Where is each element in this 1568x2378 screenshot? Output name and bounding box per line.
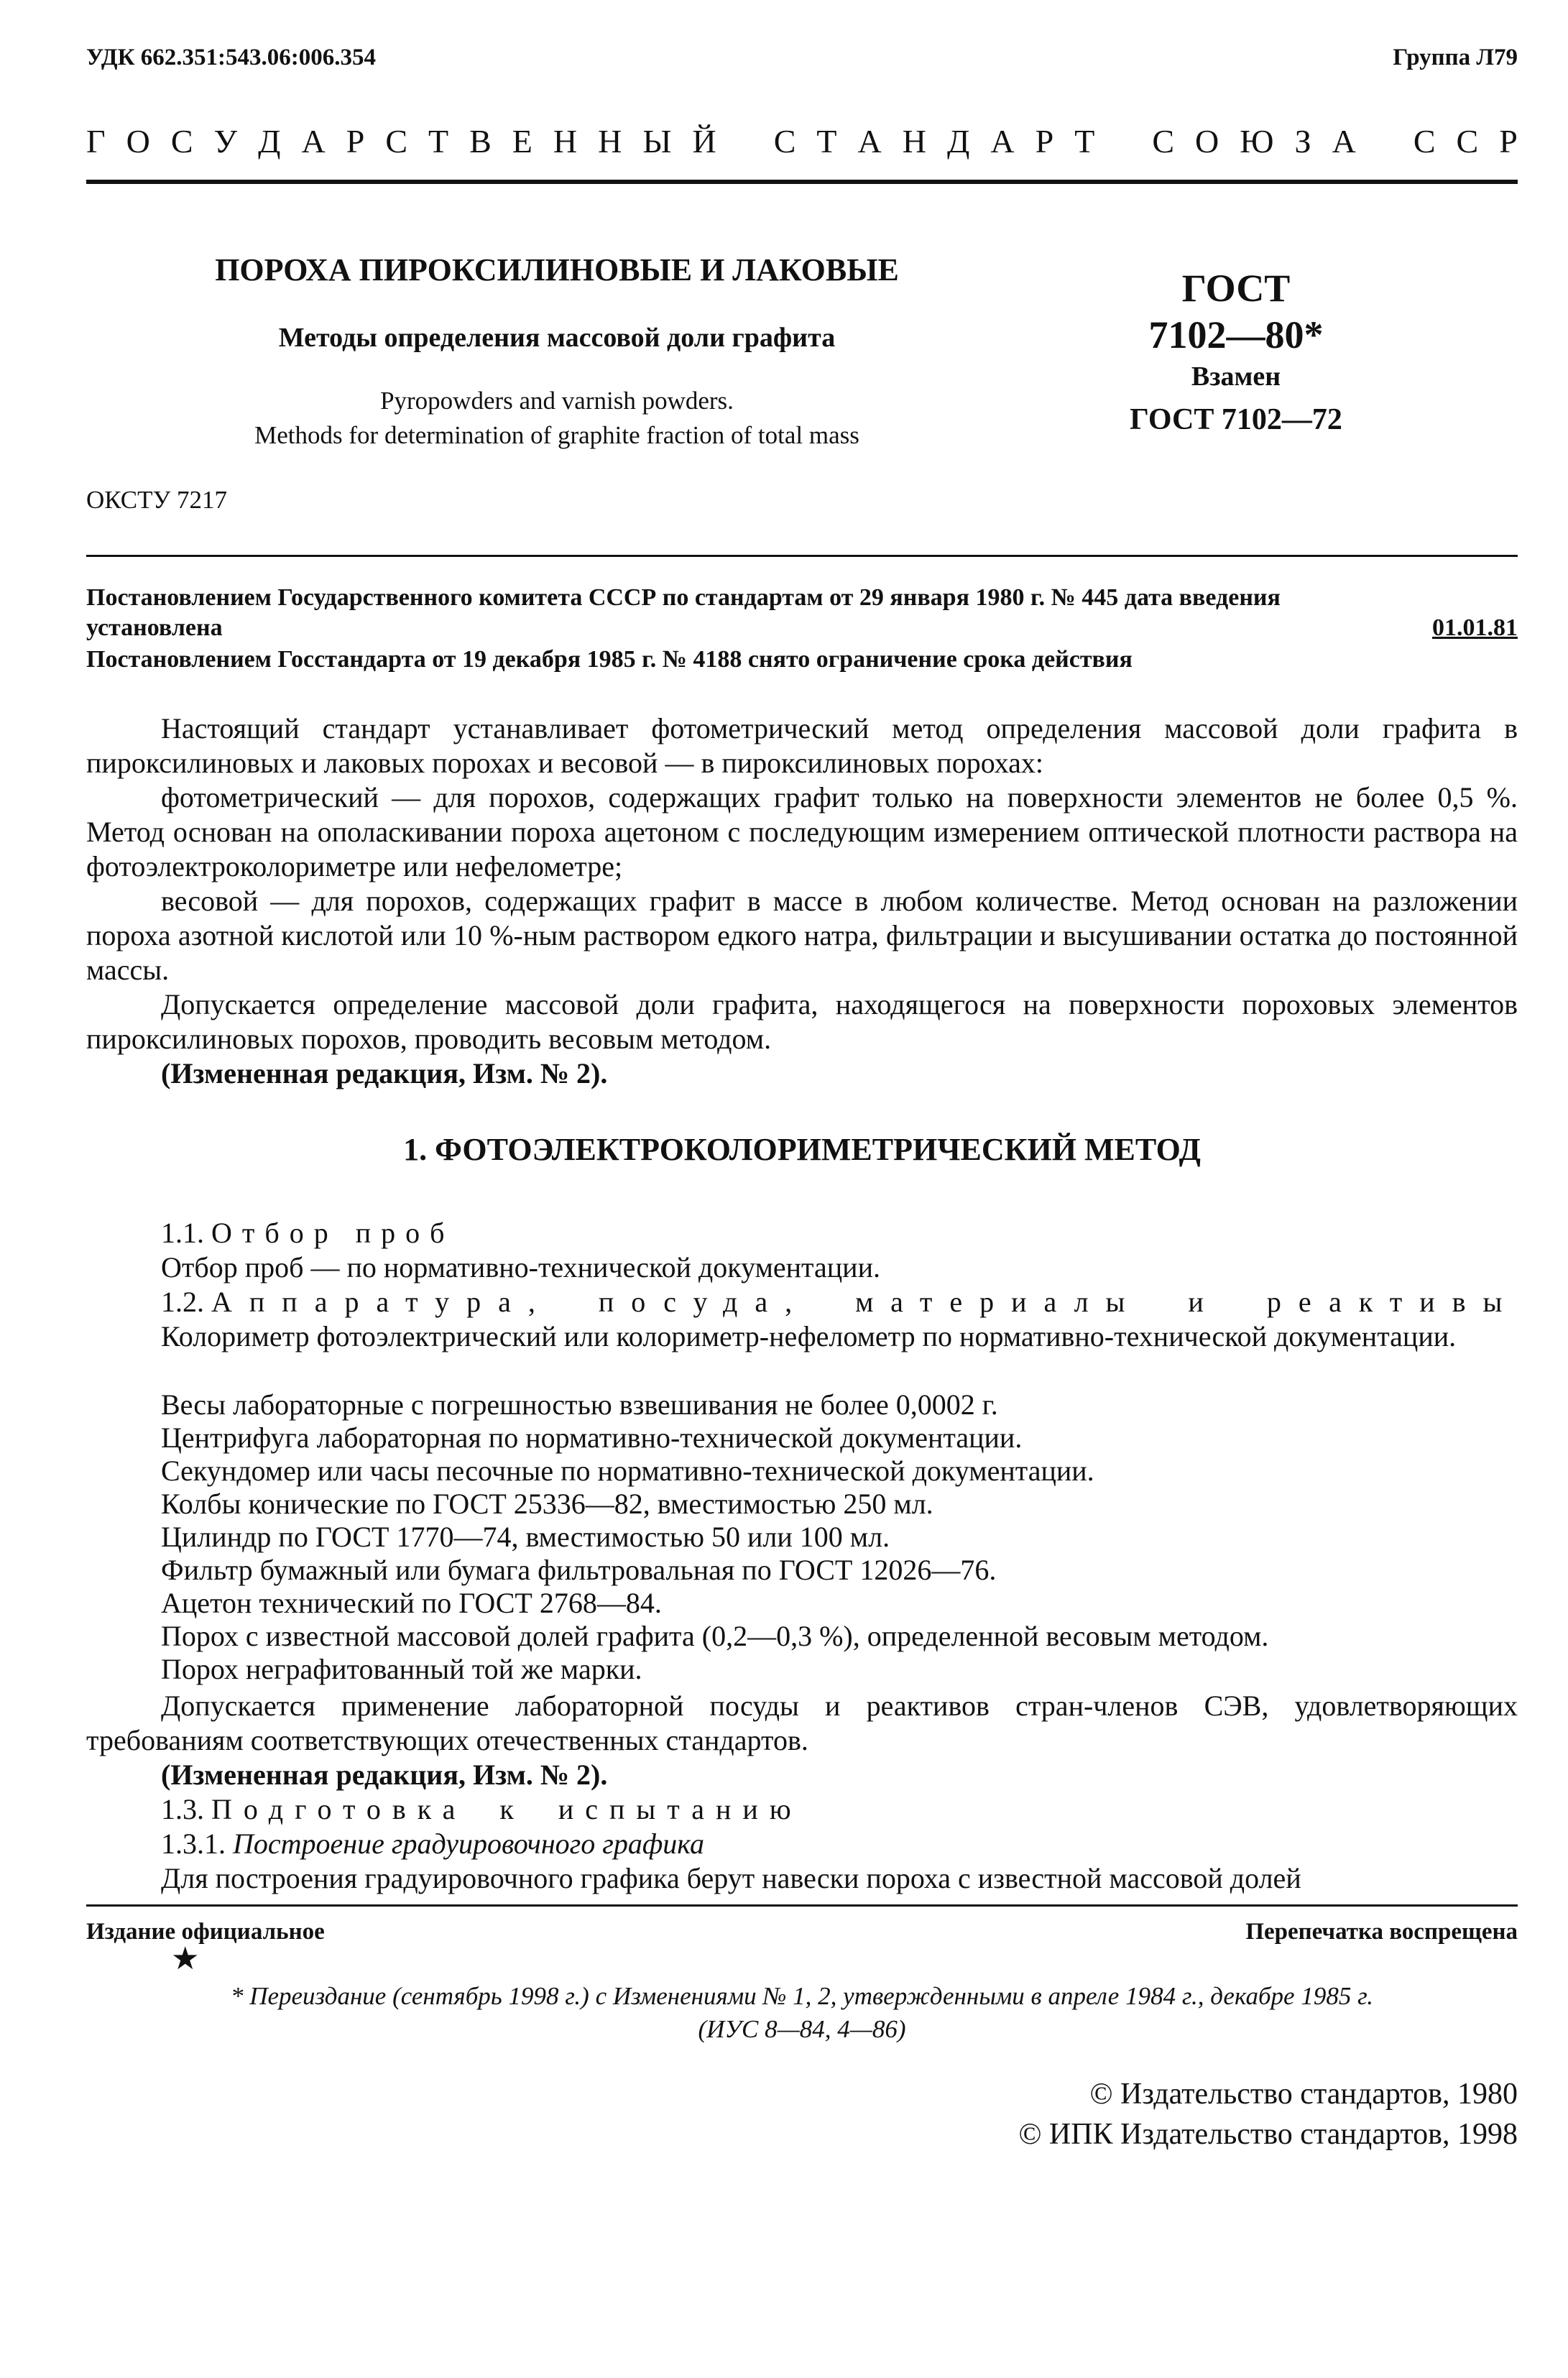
english-title-line2: Methods for determination of graphite fraction of total mass (254, 421, 859, 449)
standard-banner-letter: Н (553, 123, 578, 160)
clause-1-2-paragraph-1: Колориметр фотоэлектрический или колориметр-нефелометр по нормативно-технической документации. (161, 1320, 1457, 1352)
standard-banner-letter: С (170, 123, 193, 160)
equipment-list (161, 1388, 1518, 1686)
reissue-note: * Переиздание (сентябрь 1998 г.) с Изменениями № 1, 2, утвержденными в апреле 1984 г., декабре 1985 г. (230, 1982, 1374, 2010)
standard-banner-letter: Т (428, 123, 449, 160)
clause-1-3-1-title: Построение градуировочного графика (233, 1828, 704, 1860)
equipment-list-item: Цилиндр по ГОСТ 1770—74, вместимостью 50 или 100 мл. (161, 1521, 890, 1553)
standard-banner-letter: С (1413, 123, 1436, 160)
standard-banner-letter: Р (346, 123, 365, 160)
equipment-list-item: Порох с известной массовой долей графита (0,2—0,3 %), определенной весовым методом. (161, 1620, 1269, 1652)
document-title: ПОРОХА ПИРОКСИЛИНОВЫЕ И ЛАКОВЫЕ (215, 252, 899, 287)
equipment-list-item: Фильтр бумажный или бумага фильтровальная по ГОСТ 12026—76. (161, 1554, 997, 1586)
title-rule (86, 555, 1518, 557)
clause-1-1-heading (161, 1216, 1518, 1250)
standard-banner-letter: Н (598, 123, 622, 160)
oksty-code: ОКСТУ 7217 (86, 486, 228, 514)
equipment-list-item: Ацетон технический по ГОСТ 2768—84. (161, 1587, 662, 1619)
clause-1-3-title: Подготовка к испытанию (211, 1793, 803, 1825)
standard-banner-letter: Т (816, 123, 837, 160)
udk-code: УДК 662.351:543.06:006.354 (86, 45, 376, 70)
standard-banner-letter: Р (1499, 123, 1518, 160)
standard-banner-letter: Р (1035, 123, 1054, 160)
star-mark: ★ (171, 1941, 200, 1976)
clause-1-1-number: 1.1. (161, 1217, 204, 1249)
gost-replaces-label: Взамен (1191, 361, 1281, 392)
standard-banner-letter: Д (258, 123, 281, 160)
intro-paragraph-3: весовой — для порохов, содержащих графит в массе в любом количестве. Метод основан на разложении пороха азотной кислотой или 10 %-ным раствором едкого натра, фильтрации и высушивании остатка до постоянной массы. (86, 885, 1518, 986)
footer-rule (86, 1904, 1518, 1907)
standard-banner-letter: О (1195, 123, 1219, 160)
decree-line2-left: установлена (86, 614, 223, 641)
clause-1-3-1-number: 1.3.1. (161, 1828, 226, 1860)
gost-number: 7102—80* (1148, 313, 1324, 356)
standard-banner-letter: Ы (642, 123, 672, 160)
equipment-list-item: Порох неграфитованный той же марки. (161, 1653, 642, 1685)
standard-banner-letter: А (990, 123, 1015, 160)
clause-1-1-title: Отбор проб (211, 1217, 455, 1249)
standard-banner-letter: З (1294, 123, 1311, 160)
standard-banner-letter: С (1152, 123, 1175, 160)
standard-banner-letter: А (301, 123, 326, 160)
clause-1-3-heading (161, 1792, 1518, 1827)
group-code: Группа Л79 (1393, 45, 1518, 70)
standard-banner-letter: Ю (1240, 123, 1274, 160)
standard-banner-letter (737, 122, 753, 160)
standard-banner-letter: Д (947, 123, 970, 160)
clause-1-3-number: 1.3. (161, 1793, 204, 1825)
clause-1-2-number: 1.2. (161, 1286, 204, 1318)
intro-paragraph-1: Настоящий стандарт устанавливает фотометрический метод определения массовой доли графита в пироксилиновых и лаковых порохах и весовой — в пироксилиновых порохах: (86, 712, 1518, 779)
standard-banner-letter: Е (512, 123, 532, 160)
clause-1-2-change-note: (Измененная редакция, Изм. № 2). (161, 1759, 608, 1791)
clause-1-1-text: Отбор проб — по нормативно-технической документации. (161, 1251, 880, 1284)
standard-banner-letter (1115, 122, 1131, 160)
standard-banner (86, 122, 1518, 160)
standard-banner-letter: А (857, 123, 882, 160)
standard-banner-letter (1377, 122, 1393, 160)
official-edition-label: Издание официальное (86, 1919, 325, 1945)
copyright-1980: © Издательство стандартов, 1980 (1089, 2078, 1518, 2111)
equipment-list-item: Весы лабораторные с погрешностью взвешивания не более 0,0002 г. (161, 1388, 998, 1421)
standard-banner-letter: С (1456, 123, 1479, 160)
decree-line1: Постановлением Государственного комитета СССР по стандартам от 29 января 1980 г. № 445 дата введения (86, 584, 1281, 611)
intro-paragraph-4: Допускается определение массовой доли графита, находящегося на поверхности пороховых элементов пироксилиновых порохов, проводить весовым методом. (86, 988, 1518, 1055)
decree-line3: Постановлением Госстандарта от 19 декабря 1985 г. № 4188 снято ограничение срока действия (86, 646, 1133, 673)
equipment-list-item: Секундомер или часы песочные по нормативно-технической документации. (161, 1455, 1094, 1487)
intro-paragraph-2: фотометрический — для порохов, содержащих графит только на поверхности элементов не более 0,5 %. Метод основан на ополаскивании пороха ацетоном с последующим измерением оптической плотности раствора на фотоэлектроколориметре или нефелометре; (86, 781, 1518, 882)
ius-note: (ИУС 8—84, 4—86) (698, 2015, 906, 2043)
header-thick-rule (86, 180, 1518, 184)
equipment-list-item: Колбы конические по ГОСТ 25336—82, вместимостью 250 мл. (161, 1488, 933, 1520)
clause-1-3-1-text: Для построения градуировочного графика берут навески пороха с известной массовой долей (161, 1862, 1301, 1894)
gost-replaced-number: ГОСТ 7102—72 (1130, 403, 1342, 436)
standard-banner-letter: Й (692, 123, 716, 160)
clause-1-2-paragraph-2: Допускается применение лабораторной посуды и реактивов стран-членов СЭВ, удовлетворяющих требованиям соответствующих отечественных стандартов. (86, 1690, 1518, 1756)
standard-banner-letter: С (773, 123, 796, 160)
clause-1-2-title: Аппаратура, посуда, материалы и реактивы (211, 1286, 1520, 1318)
standard-banner-letter: А (1332, 123, 1356, 160)
equipment-list-item: Центрифуга лабораторная по нормативно-технической документации. (161, 1421, 1023, 1454)
standard-banner-letter: Н (902, 123, 926, 160)
intro-change-note: (Измененная редакция, Изм. № 2). (161, 1057, 608, 1089)
standard-banner-letter: Г (86, 123, 106, 160)
section1-heading: 1. ФОТОЭЛЕКТРОКОЛОРИМЕТРИЧЕСКИЙ МЕТОД (403, 1132, 1201, 1167)
document-subtitle: Методы определения массовой доли графита (278, 323, 836, 353)
standard-banner-letter: У (213, 123, 238, 160)
english-title-line1: Pyropowders and varnish powders. (380, 387, 734, 415)
clause-1-2-heading (161, 1285, 1518, 1319)
clause-1-3-1-heading (161, 1827, 1518, 1861)
standard-banner-letter: В (469, 123, 492, 160)
standard-banner-letter: О (126, 123, 150, 160)
reprint-prohibited-label: Перепечатка воспрещена (1245, 1919, 1518, 1945)
standard-banner-letter: С (385, 123, 407, 160)
decree-date: 01.01.81 (1432, 614, 1518, 641)
standard-banner-letter: Т (1074, 123, 1095, 160)
gost-label: ГОСТ (1181, 267, 1291, 310)
copyright-1998: © ИПК Издательство стандартов, 1998 (1018, 2118, 1518, 2151)
